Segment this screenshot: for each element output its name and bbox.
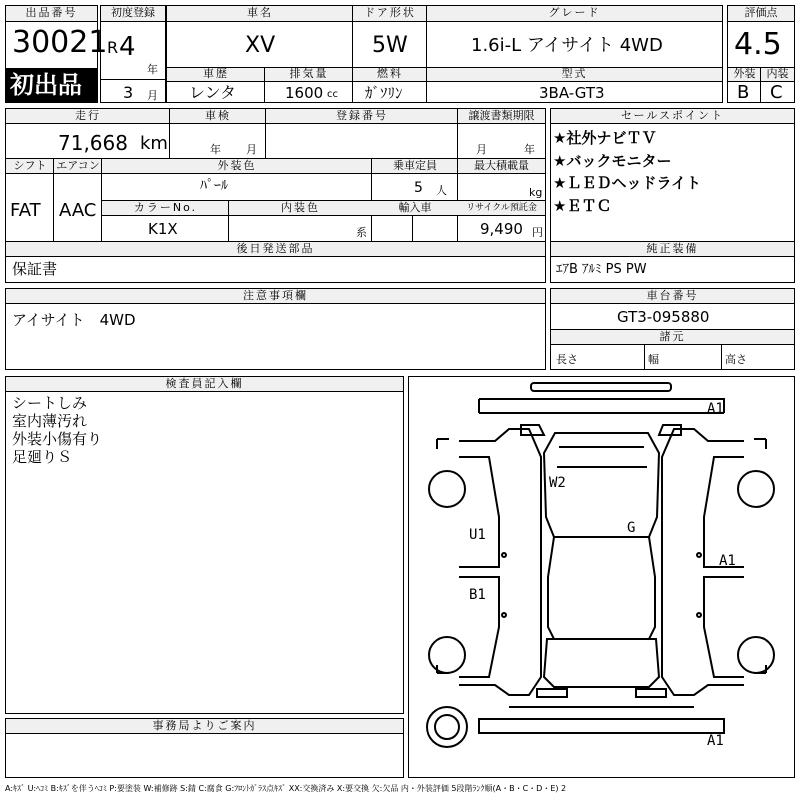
car-outline-diagram bbox=[409, 377, 794, 777]
score-box bbox=[727, 5, 795, 103]
year-unit: 年 bbox=[147, 63, 158, 76]
color-no: K1X bbox=[148, 220, 178, 238]
damage-mark: G bbox=[627, 520, 636, 536]
inspection-year-unit: 年 bbox=[210, 143, 221, 156]
yen-unit: 円 bbox=[532, 226, 543, 239]
interior-grade: C bbox=[770, 82, 783, 103]
shift: FAT bbox=[10, 200, 41, 221]
interior-label: 内装 bbox=[761, 68, 794, 82]
damage-mark: A1 bbox=[719, 553, 736, 569]
damage-mark: A1 bbox=[707, 733, 724, 749]
height-label: 高さ bbox=[725, 353, 747, 366]
aircon-label: エアコン bbox=[54, 159, 102, 174]
exterior-label: 外装 bbox=[728, 68, 761, 82]
exterior-grade: B bbox=[737, 82, 750, 103]
recycle: 9,490 bbox=[480, 220, 523, 238]
selling-point: ★社外ナビＴＶ bbox=[553, 129, 657, 147]
fuel-label: 燃料 bbox=[353, 68, 427, 82]
chassis-box bbox=[550, 288, 795, 370]
car-info-box bbox=[166, 5, 723, 103]
transfer-month-unit: 月 bbox=[476, 143, 487, 156]
door-type: 5W bbox=[372, 33, 408, 58]
reg-month: 3 bbox=[123, 83, 134, 102]
car-name-label: 車名 bbox=[167, 6, 353, 22]
door-label: ドア形状 bbox=[353, 6, 427, 22]
caution-box bbox=[5, 288, 546, 370]
aircon: AAC bbox=[59, 200, 97, 221]
transfer-day-unit: 年 bbox=[524, 143, 535, 156]
office-box bbox=[5, 718, 404, 778]
inspection-label: 車検 bbox=[170, 109, 266, 124]
fuel: ｶﾞｿﾘﾝ bbox=[365, 84, 403, 102]
ext-color-label: 外装色 bbox=[102, 159, 372, 174]
shift-label: シフト bbox=[6, 159, 54, 174]
caution-text: アイサイト 4WD bbox=[12, 311, 136, 329]
damage-mark: W2 bbox=[549, 475, 566, 491]
lot-no-label: 出品番号 bbox=[6, 6, 97, 22]
person-unit: 人 bbox=[436, 184, 447, 197]
month-unit: 月 bbox=[147, 89, 158, 102]
accessories-label: 後日発送部品 bbox=[6, 242, 545, 257]
first-listing-badge bbox=[6, 68, 97, 102]
history: レンタ bbox=[189, 83, 236, 102]
selling-point: ★ＥＴＣ bbox=[553, 197, 612, 215]
equipment-label: 純正装備 bbox=[551, 242, 794, 257]
width-label: 幅 bbox=[648, 353, 659, 366]
office-label: 事務局よりご案内 bbox=[6, 719, 403, 734]
inspector-label: 検査員記入欄 bbox=[6, 377, 403, 392]
first-reg-box bbox=[100, 5, 166, 103]
damage-mark: U1 bbox=[469, 527, 486, 543]
grade-label: グレード bbox=[427, 6, 722, 22]
inspector-note: 室内薄汚れ bbox=[12, 412, 88, 430]
equipment: ｴｱB ｱﾙﾐ PS PW bbox=[556, 262, 647, 277]
capacity-label: 乗車定員 bbox=[372, 159, 458, 174]
history-label: 車歴 bbox=[167, 68, 265, 82]
first-reg-label: 初度登録 bbox=[101, 6, 165, 22]
lot-no: 30021 bbox=[12, 25, 108, 60]
dims-label: 諸元 bbox=[551, 330, 794, 345]
score: 4.5 bbox=[734, 27, 782, 62]
max-load-label: 最大積載量 bbox=[458, 159, 545, 174]
displacement: 1600 bbox=[285, 84, 324, 102]
grade: 1.6i-L アイサイト 4WD bbox=[471, 35, 663, 56]
mileage-label: 走行 bbox=[6, 109, 170, 124]
int-color-label: 内装色 bbox=[229, 201, 372, 216]
km-unit: km bbox=[140, 133, 168, 154]
model-code-label: 型式 bbox=[427, 68, 722, 82]
length-label: 長さ bbox=[556, 353, 578, 366]
era: R bbox=[107, 38, 119, 57]
score-label: 評価点 bbox=[728, 6, 794, 22]
first-listing-text: 初出品 bbox=[10, 71, 82, 99]
inspector-note: 外装小傷有り bbox=[12, 430, 103, 448]
inspector-note: シートしみ bbox=[12, 394, 88, 412]
reg-no-label: 登録番号 bbox=[266, 109, 458, 124]
color-no-label: カラーNo. bbox=[102, 201, 229, 216]
selling-points-box bbox=[550, 108, 795, 283]
chassis-number: GT3-095880 bbox=[617, 308, 710, 326]
caution-label: 注意事項欄 bbox=[6, 289, 545, 304]
vehicle-details-box bbox=[5, 108, 546, 283]
model-code: 3BA-GT3 bbox=[539, 84, 605, 102]
inspector-note: 足廻りＳ bbox=[12, 448, 73, 466]
displacement-label: 排気量 bbox=[265, 68, 353, 82]
transfer-label: 譲渡書類期限 bbox=[458, 109, 545, 124]
chassis-label: 車台番号 bbox=[551, 289, 794, 304]
mileage: 71,668 bbox=[58, 131, 128, 155]
lot-box bbox=[5, 5, 108, 103]
inspection-month-unit: 月 bbox=[246, 143, 257, 156]
cc-unit: cc bbox=[327, 89, 338, 100]
car-name: XV bbox=[245, 33, 276, 58]
import-label: 輸入車 bbox=[372, 201, 458, 216]
selling-point: ★ＬＥＤヘッドライト bbox=[553, 174, 701, 192]
legend-footer: A:ｷｽﾞ U:ﾍｺﾐ B:ｷｽﾞを伴うﾍｺﾐ P:要塗装 W:補修跡 S:錆 C:腐食 G:ﾌﾛﾝﾄｶﾞﾗｽ点ｷｽﾞ XX:交換済み X:要交換 欠:欠品 内・外装評価 5段階ﾗﾝｸ順(A・B・C・D・E) 2 bbox=[5, 784, 567, 793]
selling-points-label: セールスポイント bbox=[551, 109, 794, 124]
selling-point: ★バックモニター bbox=[553, 152, 672, 170]
kg-unit: kg bbox=[529, 186, 543, 199]
damage-mark: B1 bbox=[469, 587, 486, 603]
series-unit: 系 bbox=[356, 226, 367, 239]
reg-year: 4 bbox=[119, 32, 136, 62]
accessories: 保証書 bbox=[12, 260, 58, 278]
recycle-label: リサイクル預託金 bbox=[458, 201, 545, 216]
capacity: 5 bbox=[414, 180, 423, 196]
damage-mark: A1 bbox=[707, 401, 724, 417]
ext-color: ﾊﾟｰﾙ bbox=[200, 178, 228, 194]
damage-diagram bbox=[408, 376, 795, 778]
inspector-box bbox=[5, 376, 404, 714]
